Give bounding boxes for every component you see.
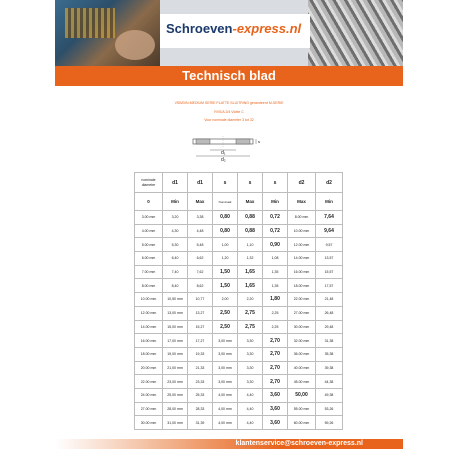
table-cell: 19,00 mm bbox=[163, 347, 188, 361]
table-cell: 59,26 bbox=[316, 416, 343, 430]
table-cell: 16.00 mm bbox=[288, 265, 316, 279]
table-cell: 1,50 bbox=[213, 265, 238, 279]
column-subheader: Max bbox=[188, 193, 213, 211]
column-header: d1 bbox=[163, 173, 188, 193]
dimensions-table bbox=[134, 172, 343, 430]
table-cell: 3,30 bbox=[238, 347, 263, 361]
table-cell: 4,00 mm bbox=[213, 402, 238, 416]
table-cell: 2,70 bbox=[263, 347, 288, 361]
column-header: d1 bbox=[188, 173, 213, 193]
table-cell: 1,20 bbox=[213, 252, 238, 266]
table-cell: 53,26 bbox=[316, 402, 343, 416]
table-cell: 2,75 bbox=[238, 320, 263, 334]
table-cell: 32.00 mm bbox=[288, 334, 316, 348]
table-cell: 3,00 mm bbox=[213, 347, 238, 361]
table-cell: 15,57 bbox=[316, 265, 343, 279]
table-cell: 3,30 bbox=[238, 334, 263, 348]
table-cell: 20.00 mm bbox=[135, 361, 163, 375]
s-label: s bbox=[258, 139, 260, 144]
table-cell: 25,33 bbox=[188, 388, 213, 402]
table-cell: 8.00 mm bbox=[288, 211, 316, 225]
table-cell: 50,00 bbox=[288, 388, 316, 402]
table-cell: 40.00 mm bbox=[288, 361, 316, 375]
table-row bbox=[135, 347, 343, 361]
table-row bbox=[135, 416, 343, 430]
table-cell: 1,50 bbox=[213, 279, 238, 293]
table-cell: 28,00 mm bbox=[163, 402, 188, 416]
table-cell: 44,38 bbox=[316, 375, 343, 389]
table-cell: 10,77 bbox=[188, 293, 213, 307]
table-cell: 15,00 mm bbox=[163, 320, 188, 334]
table-cell: 2,00 bbox=[213, 293, 238, 307]
column-header: d2 bbox=[316, 173, 343, 193]
table-cell: 13,00 mm bbox=[163, 306, 188, 320]
table-cell: 25,00 mm bbox=[163, 388, 188, 402]
table-cell: 4,00 mm bbox=[213, 416, 238, 430]
table-cell: 2,70 bbox=[263, 361, 288, 375]
table-cell: 1,10 bbox=[238, 238, 263, 252]
table-header-row bbox=[135, 173, 343, 193]
table-cell: 1,00 bbox=[213, 238, 238, 252]
d1-label: d₁ bbox=[221, 150, 226, 156]
footer-bar bbox=[55, 439, 403, 449]
table-cell: 8.00 mm bbox=[135, 279, 163, 293]
table-cell: 31,00 mm bbox=[163, 416, 188, 430]
table-row bbox=[135, 306, 343, 320]
table-cell: 3,00 mm bbox=[213, 375, 238, 389]
logo[interactable] bbox=[160, 14, 310, 48]
table-cell: 17,57 bbox=[316, 279, 343, 293]
table-cell: 5,30 bbox=[163, 238, 188, 252]
column-header: s bbox=[213, 173, 238, 193]
table-cell: 6,62 bbox=[188, 252, 213, 266]
washer-section-left bbox=[196, 139, 210, 144]
table-cell: 2,50 bbox=[213, 306, 238, 320]
table-cell: 36.00 mm bbox=[288, 347, 316, 361]
table-cell: 13,57 bbox=[316, 252, 343, 266]
table-cell: 24.00 mm bbox=[135, 388, 163, 402]
table-cell: 39,38 bbox=[316, 361, 343, 375]
table-cell: 9,64 bbox=[316, 224, 343, 238]
table-cell: 0,72 bbox=[263, 224, 288, 238]
spec-line-2: RVS/A 2/4 Vlotte C bbox=[214, 110, 244, 114]
table-cell: 27.00 mm bbox=[288, 306, 316, 320]
table-cell: 19,33 bbox=[188, 347, 213, 361]
table-cell: 1,32 bbox=[238, 252, 263, 266]
table-cell: 4,40 bbox=[238, 416, 263, 430]
table-cell: 31,39 bbox=[188, 416, 213, 430]
page-title: Technisch blad bbox=[55, 66, 403, 86]
washer-drawing bbox=[188, 134, 268, 162]
table-cell: 21,48 bbox=[316, 293, 343, 307]
table-row bbox=[135, 265, 343, 279]
table-cell: 23,33 bbox=[188, 375, 213, 389]
table-cell: 31,38 bbox=[316, 334, 343, 348]
table-cell: 2,20 bbox=[238, 293, 263, 307]
table-cell: 1,35 bbox=[263, 265, 288, 279]
table-cell: 5.00 mm bbox=[135, 238, 163, 252]
table-cell: 5,48 bbox=[188, 238, 213, 252]
table-cell: 3,38 bbox=[188, 211, 213, 225]
table-cell: 4,30 bbox=[163, 224, 188, 238]
column-header: s bbox=[238, 173, 263, 193]
table-cell: 2,25 bbox=[263, 320, 288, 334]
table-cell: 12.00 mm bbox=[288, 238, 316, 252]
table-row bbox=[135, 334, 343, 348]
spec-line-1: VSB/DIN-MEDIUM SERIE PLATTE SLUITRING gerandeerd M-SERIE bbox=[174, 101, 284, 105]
table-cell: 12.00 mm bbox=[135, 306, 163, 320]
table-cell: 18.00 mm bbox=[135, 347, 163, 361]
table-cell: 21,00 mm bbox=[163, 361, 188, 375]
table-cell: 9,57 bbox=[316, 238, 343, 252]
header-banner bbox=[55, 0, 403, 66]
table-cell: 21,33 bbox=[188, 361, 213, 375]
table-cell: 0,90 bbox=[263, 238, 288, 252]
table-cell: 1,80 bbox=[263, 293, 288, 307]
table-cell: 4,00 mm bbox=[213, 388, 238, 402]
table-cell: 7,62 bbox=[188, 265, 213, 279]
table-cell: 3,60 bbox=[263, 402, 288, 416]
table-cell: 17,00 mm bbox=[163, 334, 188, 348]
table-cell: 8,62 bbox=[188, 279, 213, 293]
table-cell: 10.00 mm bbox=[288, 224, 316, 238]
table-cell: 23,00 mm bbox=[163, 375, 188, 389]
column-subheader: Max bbox=[288, 193, 316, 211]
table-cell: 4.00 mm bbox=[135, 224, 163, 238]
table-cell: 60.00 mm bbox=[288, 416, 316, 430]
table-cell: 55.00 mm bbox=[288, 402, 316, 416]
d2-label: d₂ bbox=[221, 157, 226, 162]
column-header: s bbox=[263, 173, 288, 193]
tools-photo bbox=[55, 0, 160, 66]
table-row bbox=[135, 211, 343, 225]
table-cell: 29,48 bbox=[316, 320, 343, 334]
table-cell: 16.00 mm bbox=[135, 334, 163, 348]
table-cell: 7,64 bbox=[316, 211, 343, 225]
screws-photo bbox=[308, 0, 403, 66]
table-cell: 35,38 bbox=[316, 347, 343, 361]
table-subheader-row bbox=[135, 193, 343, 211]
table-cell: 0,88 bbox=[238, 211, 263, 225]
table-cell: 10.00 mm bbox=[135, 293, 163, 307]
table-cell: 6,40 bbox=[163, 252, 188, 266]
table-cell: 3.00 mm bbox=[135, 211, 163, 225]
table-cell: 10,50 mm bbox=[163, 293, 188, 307]
table-cell: 7.00 mm bbox=[135, 265, 163, 279]
table-cell: 6.00 mm bbox=[135, 252, 163, 266]
table-cell: 1,35 bbox=[263, 279, 288, 293]
column-subheader: Min bbox=[163, 193, 188, 211]
table-cell: 0,88 bbox=[238, 224, 263, 238]
table-cell: 30.00 mm bbox=[288, 320, 316, 334]
table-cell: 18.00 mm bbox=[288, 279, 316, 293]
table-cell: 13,27 bbox=[188, 306, 213, 320]
table-cell: 17,27 bbox=[188, 334, 213, 348]
table-cell: 14.00 mm bbox=[135, 320, 163, 334]
table-cell: 4,40 bbox=[238, 388, 263, 402]
spec-line-3: Voor nominale diameter 3 tot 32 bbox=[204, 118, 254, 122]
footer-email[interactable]: klantenservice@schroeven-express.nl bbox=[235, 440, 363, 447]
table-cell: 26,48 bbox=[316, 306, 343, 320]
table-cell: 1,08 bbox=[263, 252, 288, 266]
table-cell: 14.00 mm bbox=[288, 252, 316, 266]
table-row bbox=[135, 375, 343, 389]
table-cell: 3,00 mm bbox=[213, 334, 238, 348]
table-cell: 3,60 bbox=[263, 416, 288, 430]
table-cell: 30.00 mm bbox=[135, 416, 163, 430]
column-subheader: Nominaal bbox=[213, 193, 238, 211]
table-cell: 27.00 mm bbox=[135, 402, 163, 416]
table-cell: 15,27 bbox=[188, 320, 213, 334]
table-cell: 2,70 bbox=[263, 375, 288, 389]
table-cell: 22.00 mm bbox=[135, 375, 163, 389]
column-subheader: Max bbox=[238, 193, 263, 211]
table-cell: 1,65 bbox=[238, 279, 263, 293]
table-row bbox=[135, 224, 343, 238]
table-cell: 0,80 bbox=[213, 211, 238, 225]
table-row bbox=[135, 252, 343, 266]
column-subheader: Min bbox=[316, 193, 343, 211]
table-row bbox=[135, 293, 343, 307]
table-cell: 8,40 bbox=[163, 279, 188, 293]
table-row bbox=[135, 402, 343, 416]
washer-section-right bbox=[236, 139, 250, 144]
table-cell: 2,70 bbox=[263, 334, 288, 348]
table-cell: 1,65 bbox=[238, 265, 263, 279]
table-cell: 0,80 bbox=[213, 224, 238, 238]
table-row bbox=[135, 361, 343, 375]
table-row bbox=[135, 279, 343, 293]
table-cell: 22.00 mm bbox=[288, 293, 316, 307]
table-cell: 2,50 bbox=[213, 320, 238, 334]
table-cell: 2,75 bbox=[238, 306, 263, 320]
column-header: nominale diameter bbox=[135, 173, 163, 193]
table-row bbox=[135, 320, 343, 334]
logo-text: Schroeven-express.nl bbox=[166, 21, 302, 36]
table-cell: 3,30 bbox=[238, 375, 263, 389]
table-cell: 49,38 bbox=[316, 388, 343, 402]
table-cell: 45.00 mm bbox=[288, 375, 316, 389]
table-cell: 3,30 bbox=[238, 361, 263, 375]
table-cell: 3,00 mm bbox=[213, 361, 238, 375]
table-row bbox=[135, 388, 343, 402]
table-cell: 3,20 bbox=[163, 211, 188, 225]
table-cell: 4,48 bbox=[188, 224, 213, 238]
table-cell: 2,25 bbox=[263, 306, 288, 320]
column-header: d2 bbox=[288, 173, 316, 193]
table-row bbox=[135, 238, 343, 252]
table-cell: 7,40 bbox=[163, 265, 188, 279]
table-cell: 28,33 bbox=[188, 402, 213, 416]
column-subheader: 0 bbox=[135, 193, 163, 211]
column-subheader: Min bbox=[263, 193, 288, 211]
table-cell: 4,40 bbox=[238, 402, 263, 416]
table-cell: 3,60 bbox=[263, 388, 288, 402]
table-cell: 0,72 bbox=[263, 211, 288, 225]
